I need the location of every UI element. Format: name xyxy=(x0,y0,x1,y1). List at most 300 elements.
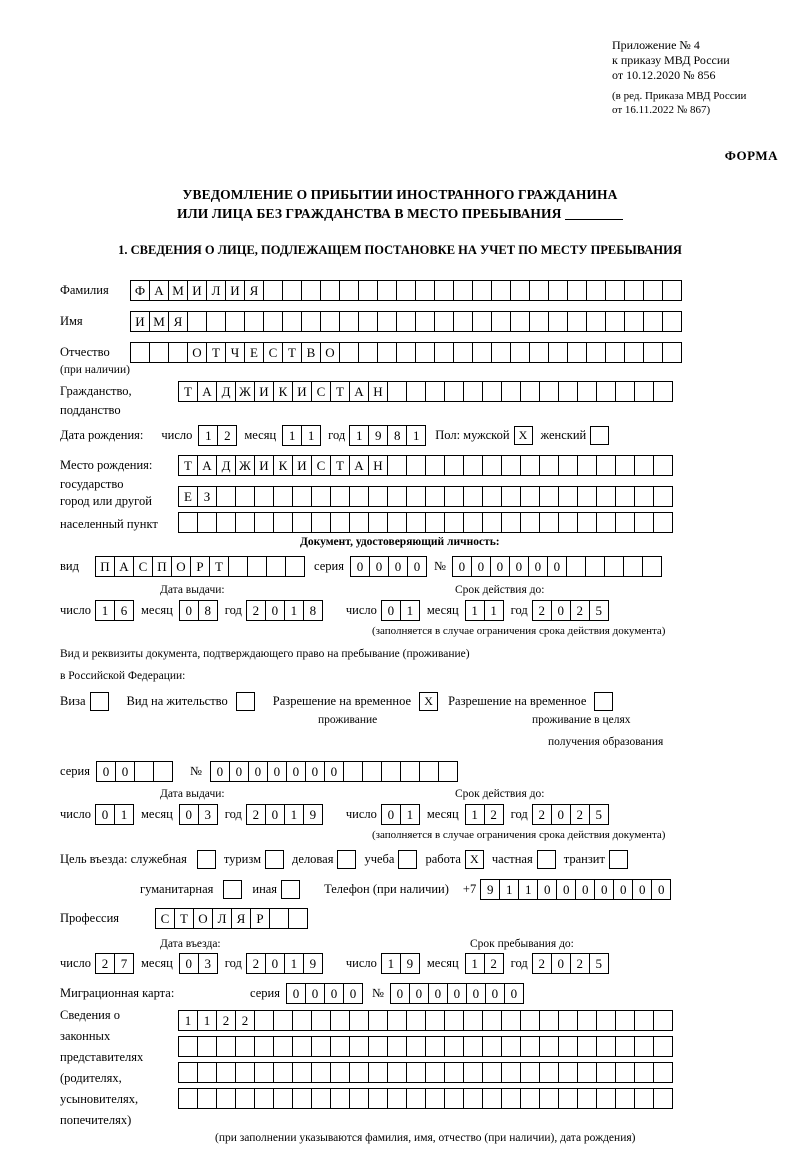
cell[interactable]: 0 xyxy=(286,983,306,1004)
cell[interactable] xyxy=(539,455,559,476)
cell[interactable]: М xyxy=(149,311,169,332)
cell[interactable]: 1 xyxy=(95,600,115,621)
cell[interactable]: А xyxy=(197,455,217,476)
cell[interactable] xyxy=(358,280,378,301)
cell[interactable] xyxy=(482,455,502,476)
cell[interactable] xyxy=(197,1062,217,1083)
cell[interactable] xyxy=(206,311,226,332)
cell[interactable] xyxy=(548,311,568,332)
cell[interactable] xyxy=(444,512,464,533)
cell[interactable] xyxy=(501,486,521,507)
cell[interactable]: Н xyxy=(368,455,388,476)
cell[interactable] xyxy=(634,1062,654,1083)
cell[interactable] xyxy=(134,761,154,782)
cell[interactable] xyxy=(349,1010,369,1031)
purpose-humanitarian-checkbox[interactable] xyxy=(223,880,242,899)
cell[interactable]: Я xyxy=(168,311,188,332)
cell[interactable] xyxy=(453,311,473,332)
entry-year-boxes[interactable] xyxy=(246,953,322,974)
cell[interactable] xyxy=(273,512,293,533)
sex-male-checkbox[interactable]: X xyxy=(514,426,533,445)
cell[interactable] xyxy=(377,280,397,301)
purpose-service-checkbox[interactable] xyxy=(197,850,216,869)
cell[interactable] xyxy=(529,280,549,301)
cell[interactable]: 0 xyxy=(229,761,249,782)
cell[interactable]: 0 xyxy=(551,600,571,621)
cell[interactable]: 0 xyxy=(248,761,268,782)
cell[interactable]: 0 xyxy=(409,983,429,1004)
cell[interactable] xyxy=(558,486,578,507)
cell[interactable] xyxy=(586,342,606,363)
cell[interactable] xyxy=(349,1036,369,1057)
cell[interactable] xyxy=(349,486,369,507)
cell[interactable]: 2 xyxy=(532,600,552,621)
cell[interactable] xyxy=(216,1088,236,1109)
cell[interactable] xyxy=(425,381,445,402)
cell[interactable]: Л xyxy=(212,908,232,929)
cell[interactable] xyxy=(197,512,217,533)
cell[interactable] xyxy=(463,381,483,402)
cell[interactable] xyxy=(197,1088,217,1109)
cell[interactable] xyxy=(482,1010,502,1031)
cell[interactable]: 0 xyxy=(179,804,199,825)
cell[interactable] xyxy=(330,1062,350,1083)
sex-female-checkbox[interactable] xyxy=(590,426,609,445)
cell[interactable] xyxy=(558,381,578,402)
cell[interactable]: 2 xyxy=(570,953,590,974)
cell[interactable] xyxy=(482,512,502,533)
cell[interactable]: 0 xyxy=(575,879,595,900)
cell[interactable]: Т xyxy=(206,342,226,363)
cell[interactable] xyxy=(615,512,635,533)
cell[interactable] xyxy=(444,455,464,476)
cell[interactable]: Я xyxy=(244,280,264,301)
cell[interactable] xyxy=(558,512,578,533)
cell[interactable]: С xyxy=(311,381,331,402)
cell[interactable] xyxy=(472,311,492,332)
cell[interactable] xyxy=(472,342,492,363)
cell[interactable] xyxy=(381,761,401,782)
cell[interactable]: 7 xyxy=(114,953,134,974)
cell[interactable]: 1 xyxy=(197,1010,217,1031)
cell[interactable]: 0 xyxy=(115,761,135,782)
cell[interactable] xyxy=(387,455,407,476)
cell[interactable] xyxy=(634,455,654,476)
cell[interactable] xyxy=(539,512,559,533)
cell[interactable]: Ч xyxy=(225,342,245,363)
mig-series-boxes[interactable] xyxy=(286,983,362,1004)
cell[interactable]: 0 xyxy=(265,600,285,621)
cell[interactable] xyxy=(358,311,378,332)
cell[interactable] xyxy=(216,1062,236,1083)
cell[interactable] xyxy=(501,1062,521,1083)
cell[interactable] xyxy=(266,556,286,577)
cell[interactable]: 2 xyxy=(484,804,504,825)
cell[interactable]: 1 xyxy=(284,953,304,974)
cell[interactable] xyxy=(615,1010,635,1031)
cell[interactable]: 0 xyxy=(388,556,408,577)
cell[interactable] xyxy=(472,280,492,301)
cell[interactable] xyxy=(577,1036,597,1057)
cell[interactable]: О xyxy=(320,342,340,363)
cell[interactable] xyxy=(577,1010,597,1031)
cell[interactable]: 9 xyxy=(480,879,500,900)
cell[interactable]: 1 xyxy=(484,600,504,621)
cell[interactable] xyxy=(320,280,340,301)
cell[interactable] xyxy=(653,455,673,476)
cell[interactable]: 0 xyxy=(96,761,116,782)
cell[interactable]: 0 xyxy=(551,804,571,825)
cell[interactable] xyxy=(368,1036,388,1057)
cell[interactable] xyxy=(605,280,625,301)
cell[interactable]: Р xyxy=(250,908,270,929)
cell[interactable] xyxy=(491,342,511,363)
cell[interactable]: А xyxy=(114,556,134,577)
cell[interactable] xyxy=(520,486,540,507)
cell[interactable]: 3 xyxy=(198,953,218,974)
cell[interactable]: А xyxy=(349,455,369,476)
cell[interactable] xyxy=(228,556,248,577)
cell[interactable]: 1 xyxy=(349,425,369,446)
cell[interactable]: 1 xyxy=(198,425,218,446)
cell[interactable]: 0 xyxy=(594,879,614,900)
cell[interactable] xyxy=(254,1062,274,1083)
cell[interactable]: 0 xyxy=(504,983,524,1004)
cell[interactable] xyxy=(548,280,568,301)
cell[interactable]: И xyxy=(130,311,150,332)
cell[interactable] xyxy=(178,1036,198,1057)
cell[interactable] xyxy=(425,486,445,507)
cell[interactable] xyxy=(596,1036,616,1057)
cell[interactable] xyxy=(330,1088,350,1109)
cell[interactable] xyxy=(577,455,597,476)
cell[interactable] xyxy=(301,311,321,332)
cell[interactable]: Д xyxy=(216,381,236,402)
cell[interactable] xyxy=(558,1062,578,1083)
cell[interactable]: Д xyxy=(216,455,236,476)
cell[interactable]: 2 xyxy=(216,1010,236,1031)
cell[interactable]: Т xyxy=(178,455,198,476)
right-valid-year-boxes[interactable] xyxy=(532,804,608,825)
cell[interactable]: Ф xyxy=(130,280,150,301)
cell[interactable]: 2 xyxy=(246,600,266,621)
cell[interactable]: 0 xyxy=(305,983,325,1004)
cell[interactable] xyxy=(482,1088,502,1109)
cell[interactable] xyxy=(396,311,416,332)
doc-issue-year-boxes[interactable] xyxy=(246,600,322,621)
cell[interactable] xyxy=(434,342,454,363)
right-issue-month-boxes[interactable] xyxy=(179,804,217,825)
cell[interactable]: 9 xyxy=(303,804,323,825)
cell[interactable] xyxy=(425,455,445,476)
cell[interactable]: 0 xyxy=(286,761,306,782)
cell[interactable] xyxy=(358,342,378,363)
cell[interactable] xyxy=(425,1036,445,1057)
cell[interactable] xyxy=(419,761,439,782)
birth-state-boxes[interactable] xyxy=(178,455,672,476)
cell[interactable] xyxy=(662,280,682,301)
citizenship-boxes[interactable] xyxy=(178,381,672,402)
cell[interactable]: Ж xyxy=(235,381,255,402)
cell[interactable] xyxy=(510,311,530,332)
cell[interactable] xyxy=(311,512,331,533)
cell[interactable]: 0 xyxy=(390,983,410,1004)
cell[interactable]: 0 xyxy=(324,761,344,782)
cell[interactable] xyxy=(491,280,511,301)
cell[interactable] xyxy=(292,1036,312,1057)
purpose-tourism-checkbox[interactable] xyxy=(265,850,284,869)
legal-boxes-row-3[interactable] xyxy=(178,1062,672,1083)
right-issue-year-boxes[interactable] xyxy=(246,804,322,825)
surname-boxes[interactable] xyxy=(130,280,681,301)
cell[interactable] xyxy=(463,1062,483,1083)
cell[interactable] xyxy=(415,342,435,363)
cell[interactable]: 1 xyxy=(499,879,519,900)
right-valid-month-boxes[interactable] xyxy=(465,804,503,825)
cell[interactable] xyxy=(444,1062,464,1083)
cell[interactable] xyxy=(273,1062,293,1083)
cell[interactable] xyxy=(330,486,350,507)
cell[interactable] xyxy=(235,1088,255,1109)
cell[interactable]: 5 xyxy=(589,953,609,974)
cell[interactable] xyxy=(216,512,236,533)
cell[interactable] xyxy=(586,280,606,301)
cell[interactable] xyxy=(444,381,464,402)
cell[interactable] xyxy=(406,1062,426,1083)
cell[interactable]: 2 xyxy=(246,804,266,825)
cell[interactable]: Н xyxy=(368,381,388,402)
cell[interactable] xyxy=(596,455,616,476)
cell[interactable] xyxy=(425,1088,445,1109)
cell[interactable] xyxy=(349,1062,369,1083)
cell[interactable] xyxy=(282,311,302,332)
cell[interactable] xyxy=(292,512,312,533)
stay-day-boxes[interactable] xyxy=(381,953,419,974)
cell[interactable]: 1 xyxy=(114,804,134,825)
cell[interactable]: Т xyxy=(330,381,350,402)
cell[interactable] xyxy=(510,342,530,363)
cell[interactable] xyxy=(178,1062,198,1083)
cell[interactable] xyxy=(444,1036,464,1057)
phone-boxes[interactable] xyxy=(480,879,670,900)
cell[interactable]: 2 xyxy=(570,804,590,825)
cell[interactable] xyxy=(434,311,454,332)
cell[interactable] xyxy=(273,1036,293,1057)
birth-day-boxes[interactable] xyxy=(198,425,236,446)
cell[interactable] xyxy=(605,311,625,332)
cell[interactable] xyxy=(558,1036,578,1057)
cell[interactable] xyxy=(438,761,458,782)
cell[interactable]: 0 xyxy=(651,879,671,900)
cell[interactable] xyxy=(178,512,198,533)
entry-month-boxes[interactable] xyxy=(179,953,217,974)
cell[interactable]: 0 xyxy=(305,761,325,782)
cell[interactable]: А xyxy=(149,280,169,301)
cell[interactable]: 0 xyxy=(551,953,571,974)
cell[interactable] xyxy=(225,311,245,332)
birth-year-boxes[interactable] xyxy=(349,425,425,446)
cell[interactable] xyxy=(653,381,673,402)
cell[interactable]: 0 xyxy=(179,600,199,621)
cell[interactable]: Т xyxy=(282,342,302,363)
cell[interactable]: Ж xyxy=(235,455,255,476)
cell[interactable]: П xyxy=(152,556,172,577)
cell[interactable] xyxy=(615,486,635,507)
cell[interactable] xyxy=(567,280,587,301)
cell[interactable] xyxy=(311,1062,331,1083)
cell[interactable] xyxy=(406,1010,426,1031)
cell[interactable] xyxy=(343,761,363,782)
cell[interactable]: 2 xyxy=(484,953,504,974)
cell[interactable] xyxy=(415,311,435,332)
cell[interactable] xyxy=(178,1088,198,1109)
cell[interactable] xyxy=(282,280,302,301)
cell[interactable] xyxy=(368,486,388,507)
cell[interactable] xyxy=(434,280,454,301)
cell[interactable] xyxy=(615,455,635,476)
cell[interactable] xyxy=(444,1010,464,1031)
cell[interactable]: 1 xyxy=(301,425,321,446)
cell[interactable] xyxy=(396,342,416,363)
cell[interactable] xyxy=(463,512,483,533)
purpose-work-checkbox[interactable]: X xyxy=(465,850,484,869)
cell[interactable] xyxy=(482,1062,502,1083)
cell[interactable]: 1 xyxy=(284,600,304,621)
cell[interactable] xyxy=(624,342,644,363)
cell[interactable]: 2 xyxy=(95,953,115,974)
cell[interactable] xyxy=(585,556,605,577)
cell[interactable]: 1 xyxy=(465,804,485,825)
cell[interactable] xyxy=(292,486,312,507)
cell[interactable]: 1 xyxy=(178,1010,198,1031)
cell[interactable] xyxy=(653,1088,673,1109)
cell[interactable] xyxy=(235,1036,255,1057)
cell[interactable]: 9 xyxy=(400,953,420,974)
purpose-transit-checkbox[interactable] xyxy=(609,850,628,869)
cell[interactable]: С xyxy=(263,342,283,363)
cell[interactable] xyxy=(482,486,502,507)
cell[interactable] xyxy=(349,512,369,533)
cell[interactable] xyxy=(501,1010,521,1031)
cell[interactable]: 0 xyxy=(265,953,285,974)
cell[interactable] xyxy=(463,1010,483,1031)
cell[interactable]: Е xyxy=(244,342,264,363)
cell[interactable] xyxy=(149,342,169,363)
cell[interactable] xyxy=(406,1036,426,1057)
cell[interactable] xyxy=(387,381,407,402)
cell[interactable]: Т xyxy=(178,381,198,402)
cell[interactable] xyxy=(368,1088,388,1109)
cell[interactable]: 0 xyxy=(210,761,230,782)
cell[interactable] xyxy=(491,311,511,332)
cell[interactable]: 0 xyxy=(265,804,285,825)
cell[interactable]: 0 xyxy=(490,556,510,577)
cell[interactable] xyxy=(235,512,255,533)
cell[interactable]: 2 xyxy=(235,1010,255,1031)
cell[interactable]: 1 xyxy=(284,804,304,825)
doc-kind-boxes[interactable] xyxy=(95,556,304,577)
cell[interactable] xyxy=(539,381,559,402)
cell[interactable] xyxy=(197,1036,217,1057)
cell[interactable] xyxy=(529,342,549,363)
cell[interactable] xyxy=(577,512,597,533)
cell[interactable] xyxy=(501,512,521,533)
cell[interactable] xyxy=(292,1010,312,1031)
cell[interactable] xyxy=(269,908,289,929)
cell[interactable] xyxy=(634,381,654,402)
cell[interactable] xyxy=(254,1010,274,1031)
cell[interactable]: С xyxy=(155,908,175,929)
cell[interactable] xyxy=(577,1062,597,1083)
cell[interactable] xyxy=(615,1062,635,1083)
cell[interactable]: 1 xyxy=(400,600,420,621)
stay-year-boxes[interactable] xyxy=(532,953,608,974)
cell[interactable] xyxy=(406,1088,426,1109)
cell[interactable] xyxy=(653,512,673,533)
doc-valid-day-boxes[interactable] xyxy=(381,600,419,621)
cell[interactable]: И xyxy=(292,455,312,476)
cell[interactable]: Т xyxy=(330,455,350,476)
cell[interactable] xyxy=(634,1088,654,1109)
cell[interactable] xyxy=(624,280,644,301)
cell[interactable] xyxy=(425,512,445,533)
cell[interactable] xyxy=(605,342,625,363)
cell[interactable] xyxy=(330,1036,350,1057)
cell[interactable]: 0 xyxy=(452,556,472,577)
cell[interactable] xyxy=(263,280,283,301)
cell[interactable]: 1 xyxy=(465,600,485,621)
cell[interactable] xyxy=(339,280,359,301)
cell[interactable]: 1 xyxy=(381,953,401,974)
cell[interactable] xyxy=(425,1010,445,1031)
cell[interactable]: 0 xyxy=(407,556,427,577)
cell[interactable] xyxy=(643,311,663,332)
purpose-business-checkbox[interactable] xyxy=(337,850,356,869)
cell[interactable] xyxy=(520,1062,540,1083)
cell[interactable]: И xyxy=(225,280,245,301)
cell[interactable] xyxy=(596,1010,616,1031)
cell[interactable]: 5 xyxy=(589,804,609,825)
cell[interactable] xyxy=(406,381,426,402)
cell[interactable] xyxy=(567,311,587,332)
cell[interactable]: И xyxy=(254,381,274,402)
right-issue-day-boxes[interactable] xyxy=(95,804,133,825)
cell[interactable]: 8 xyxy=(303,600,323,621)
cell[interactable]: К xyxy=(273,455,293,476)
mig-number-boxes[interactable] xyxy=(390,983,523,1004)
cell[interactable]: И xyxy=(292,381,312,402)
purpose-other-checkbox[interactable] xyxy=(281,880,300,899)
name-boxes[interactable] xyxy=(130,311,681,332)
cell[interactable] xyxy=(244,311,264,332)
cell[interactable] xyxy=(501,381,521,402)
cell[interactable] xyxy=(406,512,426,533)
cell[interactable] xyxy=(311,486,331,507)
cell[interactable]: П xyxy=(95,556,115,577)
cell[interactable]: С xyxy=(311,455,331,476)
cell[interactable] xyxy=(362,761,382,782)
cell[interactable] xyxy=(615,381,635,402)
cell[interactable] xyxy=(254,512,274,533)
cell[interactable]: 0 xyxy=(343,983,363,1004)
cell[interactable]: А xyxy=(197,381,217,402)
cell[interactable] xyxy=(453,342,473,363)
cell[interactable] xyxy=(311,1036,331,1057)
cell[interactable] xyxy=(368,1062,388,1083)
cell[interactable] xyxy=(567,342,587,363)
cell[interactable] xyxy=(235,486,255,507)
cell[interactable] xyxy=(520,1088,540,1109)
